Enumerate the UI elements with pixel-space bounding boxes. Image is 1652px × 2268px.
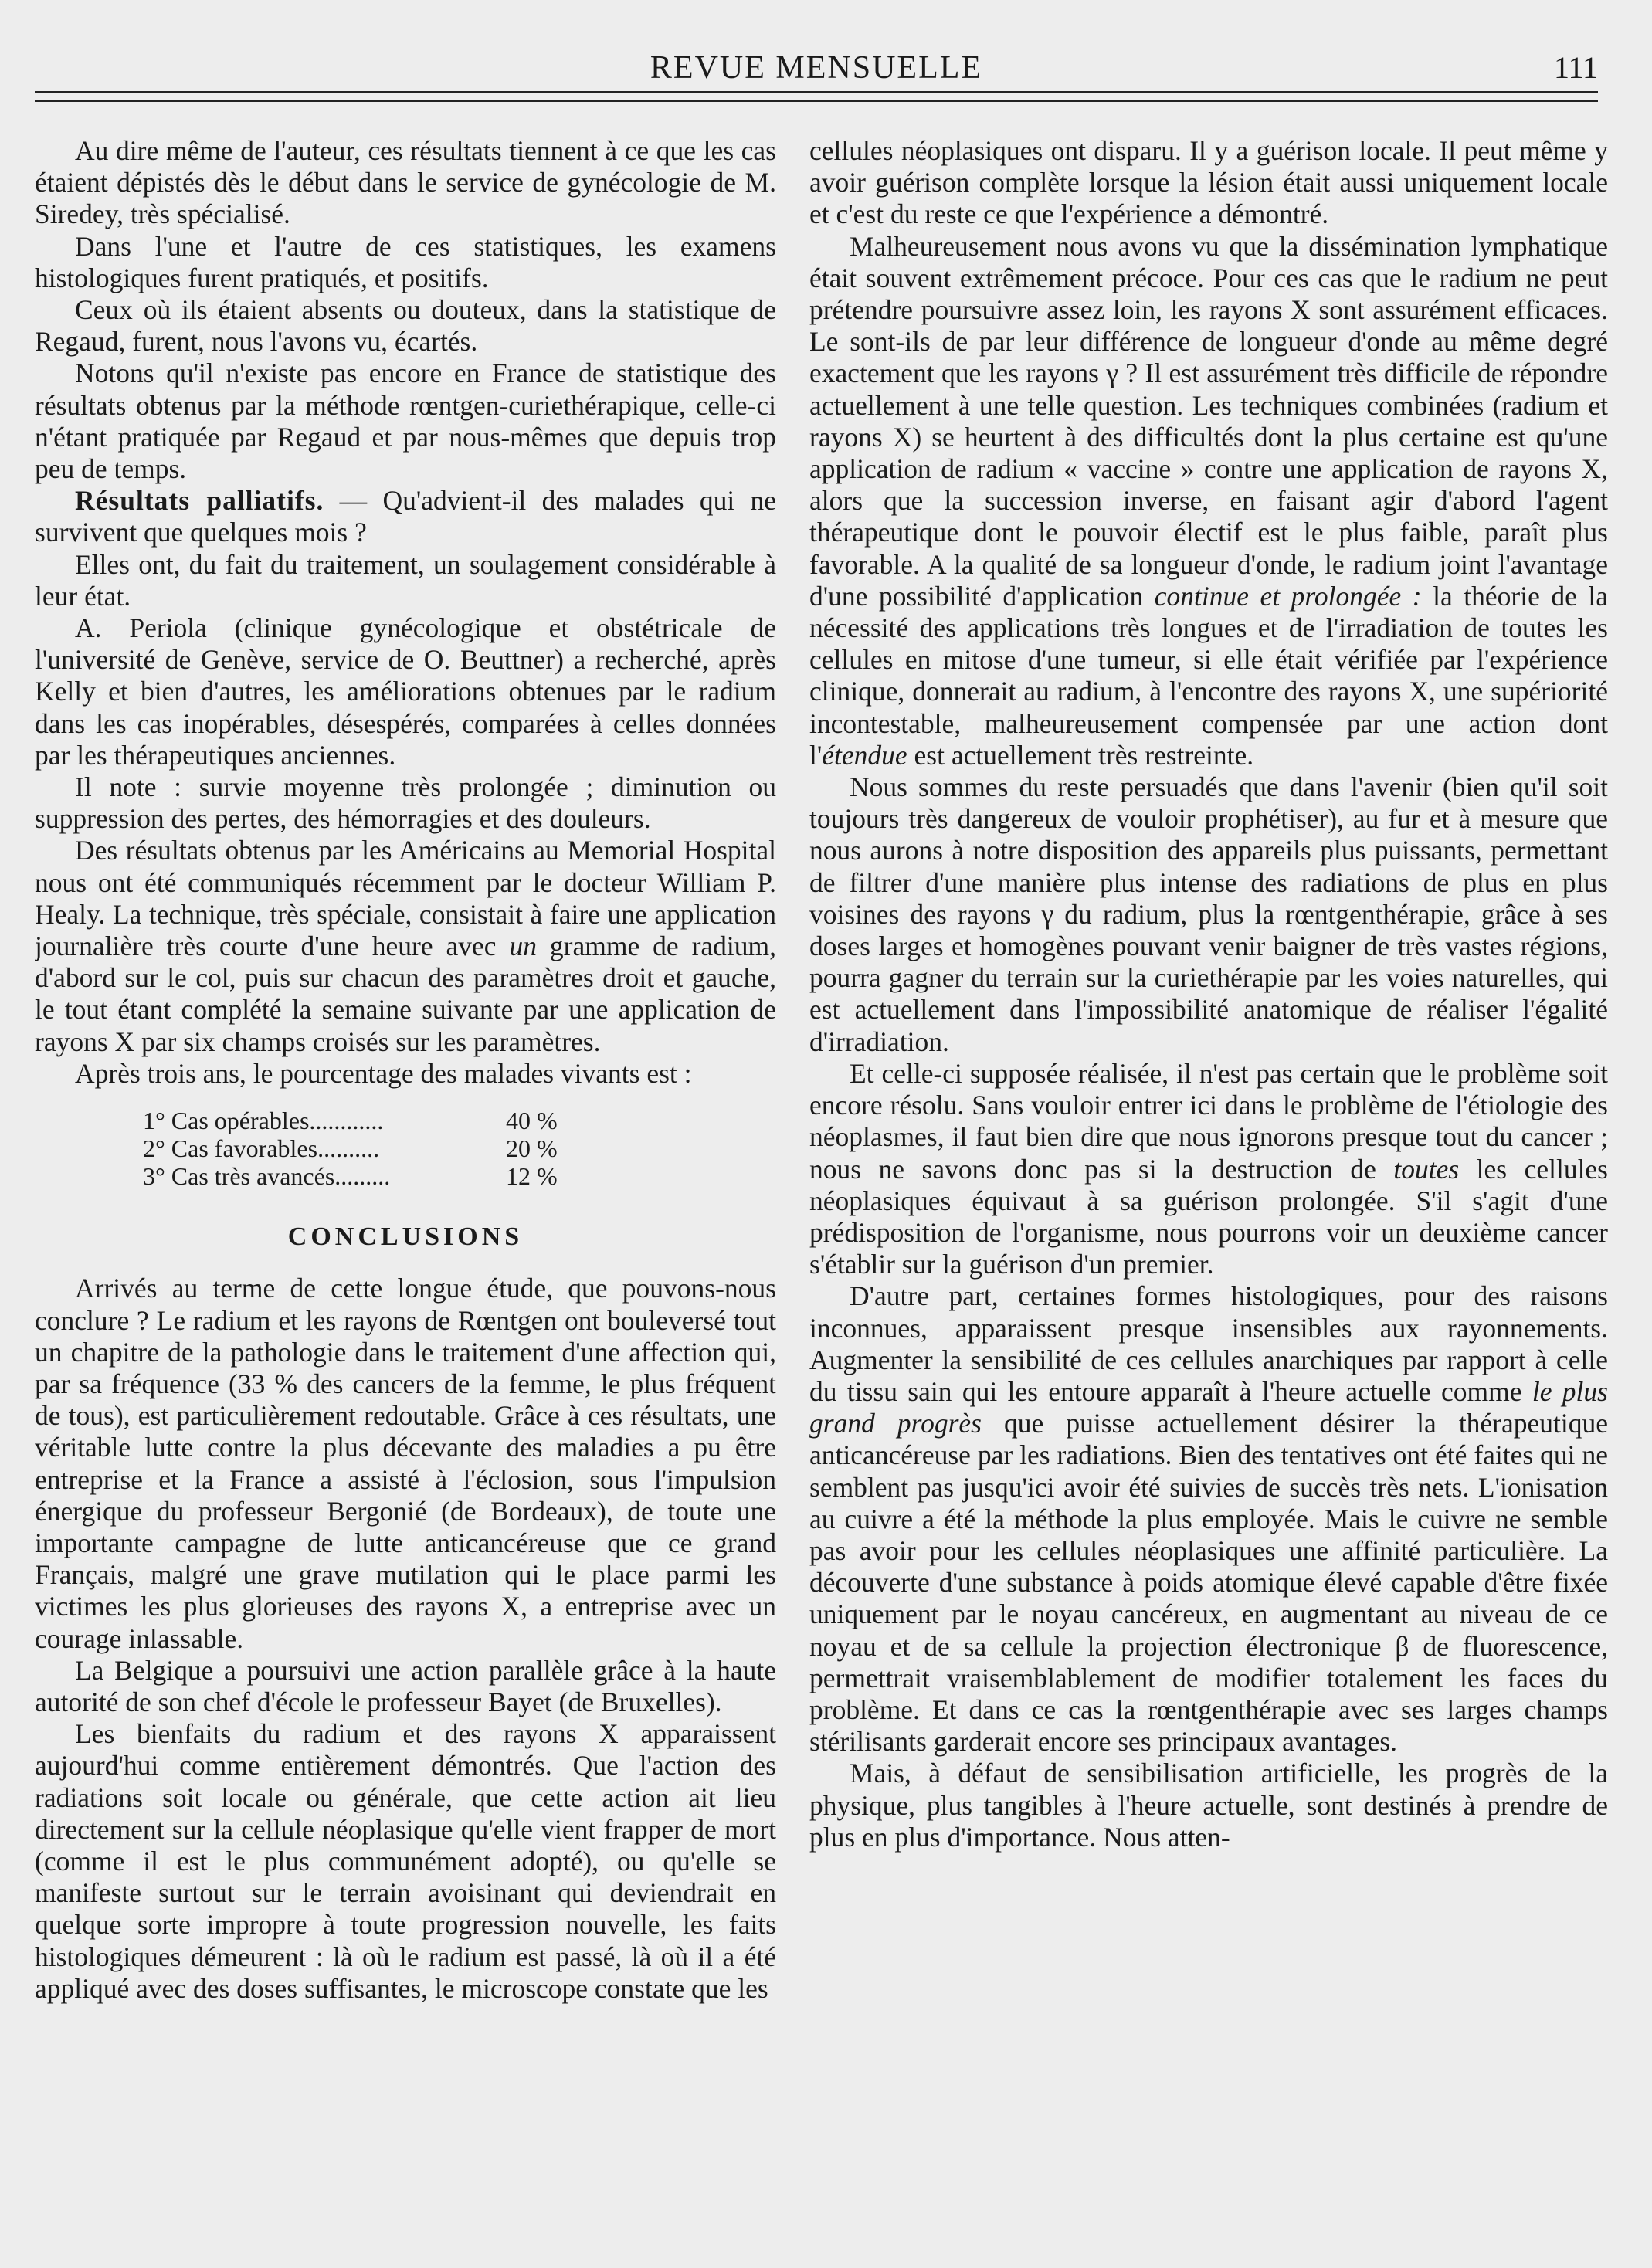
stat-value: 20 % — [506, 1134, 558, 1163]
paragraph: Après trois ans, le pourcentage des malades vivants est : — [75, 1057, 692, 1089]
stat-row — [143, 1134, 575, 1162]
paragraph: Les bienfaits du radium et des rayons X apparaissent aujourd'hui comme entièrement démontrés. Que l'action des radiations soit locale ou générale, que cette action ait lieu directement sur la cellule néoplasique qu'elle vient frapper de mort (comme il est le plus communément adopté), ou qu'elle se manifeste surtout sur le terrain avoisinant qui deviendrait en quelque sorte impropre à toute progression nouvelle, les faits histologiques démeurent : là où le radium est passé, là où il a été appliqué avec des doses suffisantes, le microscope constate que les — [35, 1718, 776, 2004]
survival-stats — [143, 1107, 776, 1190]
stat-label: 3° Cas très avancés......... — [143, 1162, 391, 1191]
stat-label: 1° Cas opérables............ — [143, 1107, 384, 1135]
header-rule — [35, 91, 1598, 93]
paragraph-healy — [35, 835, 776, 1057]
stat-value: 12 % — [506, 1162, 558, 1191]
emphasis: toutes — [1393, 1153, 1460, 1185]
page-number: 111 — [1553, 50, 1598, 85]
paragraph: A. Periola (clinique gynécologique et obstétricale de l'université de Genève, service de O. Beuttner) a recherché, après Kelly et bien d'autres, les améliorations obtenues par le radium dans les cas inopérables, désespérés, comparées à celles données par les thérapeutiques anciennes. — [35, 612, 776, 771]
paragraph-text: D'autre part, certaines formes histologiques, pour des raisons inconnues, apparaissent presque insensibles aux rayonnements. Augmenter la sensibilité de ces cellules anarchiques par rapport à celle du tissu sain qui les entoure apparaît à l'heure actuelle comme — [809, 1280, 1608, 1407]
paragraph-text: la théorie de la nécessité des applications très longues et de l'irradiation de toutes les cellules en mitose d'une tumeur, si elle était vérifiée par l'expérience clinique, donnerait au radium, à l'encontre des rayons X, une supériorité incontestable, malheureusement compensée par une action dont l' — [809, 580, 1608, 771]
subheading-palliatifs: Résultats palliatifs. — [75, 485, 324, 517]
paragraph: Ceux où ils étaient absents ou douteux, dans la statistique de Regaud, furent, nous l'avons vu, écartés. — [35, 294, 776, 358]
paragraph: cellules néoplasiques ont disparu. Il y a guérison locale. Il peut même y avoir guérison complète lorsque la lésion était aussi uniquement locale et c'est du reste ce que l'expérience a démontré. — [809, 135, 1608, 230]
header-rule-double — [35, 100, 1598, 102]
paragraph: Elles ont, du fait du traitement, un soulagement considérable à leur état. — [35, 548, 776, 612]
paragraph-text: gramme de radium, d'abord sur le col, puis sur chacun des paramètres droit et gauche, le tout étant complété la semaine suivante par une application de rayons X par six champs croisés sur les paramètres. — [35, 931, 776, 1057]
paragraph-text: est actuellement très restreinte. — [907, 739, 1254, 771]
left-column — [35, 135, 776, 2243]
emphasis: étendue — [822, 739, 907, 771]
journal-title: REVUE MENSUELLE — [650, 50, 983, 86]
stat-value: 40 % — [506, 1107, 558, 1135]
stat-label: 2° Cas favorables.......... — [143, 1134, 380, 1163]
stat-row — [143, 1162, 575, 1190]
paragraph-text: Des résultats obtenus par les Américains au Memorial Hospital nous ont été communiqués récemment par le docteur William P. Healy. La technique, très spéciale, consistait à faire une application journalière très courte d'une heure avec — [35, 835, 776, 962]
emphasis: continue et prolongée : — [1154, 580, 1422, 612]
paragraph-dissemination — [809, 231, 1608, 771]
paragraph-text: — Qu'advient-il des malades qui ne survivent que quelques mois ? — [35, 485, 776, 548]
running-header — [35, 46, 1598, 93]
paragraph-text: que puisse actuellement désirer la thérapeutique anticancéreuse par les radiations. Bien des tentatives ont été faites qui ne semblent pas jusqu'ici avoir été suivies de succès très nets. L'ionisation au cuivre a été la méthode la plus employée. Mais le cuivre ne semble pas avoir pour les cellules néoplasiques une affinité particulière. La découverte d'une substance à poids atomique élevé capable d'être fixée uniquement par le noyau cancéreux, en augmentant au niveau de ce noyau et de sa cellule la projection électronique β de fluorescence, permettrait vraisemblablement de modifier totalement les faces du problème. Et dans ce cas la rœntgenthérapie avec ses larges champs stérilisants garderait encore ses principaux avantages. — [809, 1408, 1608, 1758]
paragraph-text: les cellules néoplasiques équivaut à sa guérison prolongée. S'il s'agit d'une prédisposition de l'organisme, nous pourrons voir un deuxième cancer s'établir sur la guérison d'un premier. — [809, 1153, 1608, 1280]
right-column — [809, 135, 1608, 2243]
paragraph-palliatifs — [35, 485, 776, 548]
paragraph: Au dire même de l'auteur, ces résultats tiennent à ce que les cas étaient dépistés dès le début dans le service de gynécologie de M. Siredey, très spécialisé. — [35, 135, 776, 230]
paragraph: La Belgique a poursuivi une action parallèle grâce à la haute autorité de son chef d'école le professeur Bayet (de Bruxelles). — [35, 1654, 776, 1717]
paragraph-sensibilite — [809, 1280, 1608, 1758]
paragraph: Mais, à défaut de sensibilisation artificielle, les progrès de la physique, plus tangibles à l'heure actuelle, sont destinés à prendre de plus en plus d'importance. Nous atten- — [809, 1758, 1608, 1853]
paragraph-text: Et celle-ci supposée réalisée, il n'est pas certain que le problème soit encore résolu. Sans vouloir entrer ici dans le problème de l'étiologie des néoplasmes, il faut bien dire que nous ignorons presque tout du cancer ; nous ne savons donc pas si la destruction de — [809, 1057, 1608, 1185]
paragraph: Arrivés au terme de cette longue étude, que pouvons-nous conclure ? Le radium et les rayons de Rœntgen ont bouleversé tout un chapitre de la pathologie dans le traitement d'une affection qui, par sa fréquence (33 % des cancers de la femme, le plus fréquent de tous), est particulièrement redoutable. Grâce à ces résultats, une véritable lutte contre la plus décevante des maladies a pu être entreprise et la France a assisté à l'éclosion, sous l'impulsion énergique du professeur Bergonié (de Bordeaux), de toute une importante campagne de lutte anticancéreuse que ce grand Français, malgré une grave mutilation qui le place parmi les victimes les plus glorieuses des rayons X, a entreprise avec un courage inlassable. — [35, 1273, 776, 1654]
stat-row — [143, 1107, 575, 1134]
paragraph-etiologie — [809, 1058, 1608, 1280]
paragraph: Notons qu'il n'existe pas encore en France de statistique des résultats obtenus par la méthode rœntgen-curiethérapique, celle-ci n'étant pratiquée par Regaud et par nous-mêmes que depuis trop peu de temps. — [35, 358, 776, 485]
section-title-conclusions: CONCLUSIONS — [287, 1222, 524, 1252]
emphasis: un — [509, 931, 537, 962]
emphasis: le plus grand progrès — [809, 1375, 1608, 1439]
paragraph: Dans l'une et l'autre de ces statistiques, les examens histologiques furent pratiqués, et positifs. — [35, 230, 776, 293]
paragraph-text: Malheureusement nous avons vu que la dissémination lymphatique était souvent extrêmement précoce. Pour ces cas que le radium ne peut prétendre poursuivre assez loin, les rayons X sont assurément efficaces. Le sont-ils de par leur différence de longueur d'onde au même degré exactement que les rayons γ ? Il est assurément très difficile de répondre actuellement à une telle question. Les techniques combinées (radium et rayons X) se heurtent à des difficultés dont la plus certaine est qu'une application de radium « vaccine » contre une application de rayons X, alors que la succession inverse, en faisant agir d'abord l'agent thérapeutique dont le pouvoir électif est le plus faible, paraît plus favorable. A la qualité de sa longueur d'onde, le radium joint l'avantage d'une possibilité d'application — [809, 230, 1608, 612]
paragraph: Nous sommes du reste persuadés que dans l'avenir (bien qu'il soit toujours très dangereux de vouloir prophétiser), au fur et à mesure que nous aurons à notre disposition des appareils plus puissants, permettant de filtrer d'une manière plus intense des radiations de plus en plus voisines des rayons γ du radium, plus la rœntgenthérapie, grâce à ses doses larges et homogènes pouvant venir baigner de très vastes régions, pourra gagner du terrain sur la curiethérapie par les voies naturelles, qui est actuellement dans l'impossibilité anatomique de réaliser l'égalité d'irradiation. — [809, 771, 1608, 1057]
paragraph: Il note : survie moyenne très prolongée ; diminution ou suppression des pertes, des hémorragies et des douleurs. — [35, 771, 776, 835]
